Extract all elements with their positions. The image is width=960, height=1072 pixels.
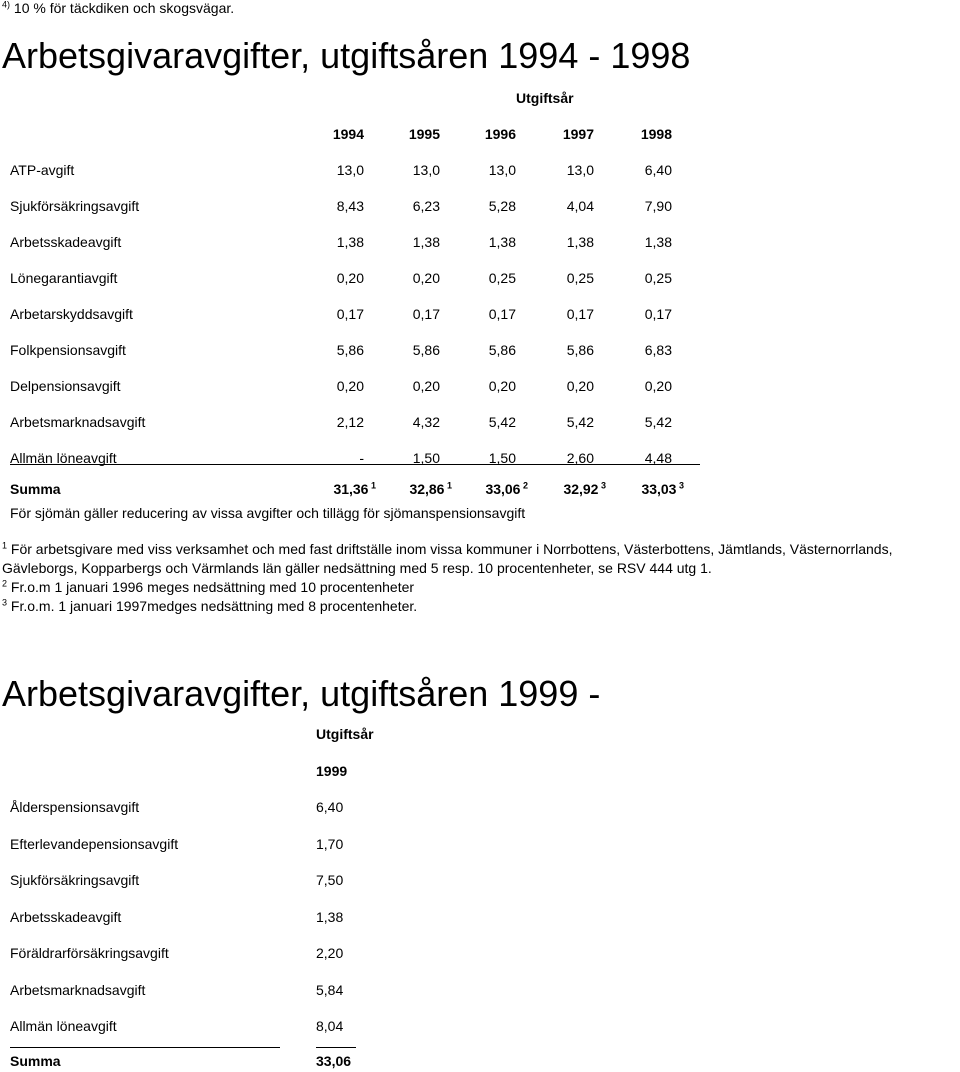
cell-value: 6,40 [316, 799, 344, 815]
cell-value: 0,20 [336, 270, 364, 286]
cell-value: 5,86 [412, 342, 440, 358]
cell-value: 0,20 [566, 378, 594, 394]
cell-value: 0,20 [644, 378, 672, 394]
cell-value: 0,17 [566, 306, 594, 322]
cell-value: 0,17 [336, 306, 364, 322]
footnote-text: För arbetsgivare med viss verksamhet och med fast driftställe inom vissa kommuner i Norrbottens, Västerbottens, Jämtlands, Västernorrlands, [7, 541, 893, 557]
cell-value: 1,38 [412, 234, 440, 250]
cell-value: 1,38 [336, 234, 364, 250]
cell-value: 1,70 [316, 836, 344, 852]
row-label: Delpensionsavgift [10, 378, 121, 394]
cell-value: 7,90 [644, 198, 672, 214]
cell-value: 13,0 [336, 162, 364, 178]
footnote-line [2, 541, 892, 557]
sum-number: 33,06 [485, 481, 521, 497]
cell-value: 13,0 [412, 162, 440, 178]
cell-value: 1,50 [412, 450, 440, 466]
sum-value: 33,06 [316, 1053, 352, 1069]
seaman-note: För sjömän gäller reducering av vissa avgifter och tillägg för sjömanspensionsavgift [10, 505, 526, 521]
sum-note-marker: 1 [444, 480, 452, 491]
section2-title: Arbetsgivaravgifter, utgiftsåren 1999 - [2, 673, 601, 714]
cell-value: 5,86 [336, 342, 364, 358]
cell-value: 4,04 [566, 198, 594, 214]
footnote-line [2, 560, 712, 576]
sum-number: 31,36 [333, 481, 369, 497]
footnote-marker: 3 [2, 597, 8, 608]
sum-note-marker: 3 [676, 480, 684, 491]
cell-value: 0,17 [644, 306, 672, 322]
row-label: Ålderspensionsavgift [10, 799, 140, 815]
cell-value: 6,40 [644, 162, 672, 178]
cell-value: 0,20 [488, 378, 516, 394]
sum-label: Summa [10, 481, 61, 497]
cell-value: 1,38 [316, 909, 344, 925]
top-note-text: 10 % för täckdiken och skogsvägar. [13, 0, 235, 16]
cell-value: 0,25 [566, 270, 594, 286]
cell-value: 1,38 [566, 234, 594, 250]
year-header: 1995 [408, 126, 440, 142]
top-note-marker: 4) [2, 0, 11, 10]
cell-value: 5,86 [488, 342, 516, 358]
cell-value: 0,20 [412, 378, 440, 394]
sum-note-marker: 3 [598, 480, 606, 491]
cell-value: 0,17 [488, 306, 516, 322]
sum-value [446, 481, 528, 497]
row-label: Arbetsskadeavgift [10, 909, 122, 925]
row-label: Efterlevandepensionsavgift [10, 836, 179, 852]
section1-group-header: Utgiftsår [516, 90, 574, 106]
row-label: Folkpensionsavgift [10, 342, 126, 358]
cell-value: 2,20 [316, 945, 344, 961]
cell-value: 2,12 [336, 414, 364, 430]
cell-value: 5,28 [488, 198, 516, 214]
sum-number: 33,03 [641, 481, 677, 497]
footnote-text: Fr.o.m. 1 januari 1997medges nedsättning med 8 procentenheter. [7, 598, 418, 614]
section2-label-rule [10, 1047, 280, 1048]
sum-note-marker: 2 [520, 480, 528, 491]
cell-value: 1,38 [644, 234, 672, 250]
section1-title: Arbetsgivaravgifter, utgiftsåren 1994 - 1998 [2, 35, 691, 76]
row-label: Arbetsmarknadsavgift [10, 414, 146, 430]
cell-value: 0,17 [412, 306, 440, 322]
cell-value: 0,25 [644, 270, 672, 286]
row-label: Arbetsmarknadsavgift [10, 982, 146, 998]
cell-value: 4,32 [412, 414, 440, 430]
row-label: Allmän löneavgift [10, 1018, 117, 1034]
cell-value: 0,25 [488, 270, 516, 286]
row-label: Sjukförsäkringsavgift [10, 198, 140, 214]
footnote-marker: 1 [2, 540, 8, 551]
footnote-line [2, 598, 417, 614]
footnote-text: Fr.o.m 1 januari 1996 meges nedsättning med 10 procentenheter [7, 579, 415, 595]
section2-year-header: 1999 [316, 763, 348, 779]
section2-group-header: Utgiftsår [316, 726, 374, 742]
section1-sum-rule [10, 464, 700, 465]
cell-value: 1,38 [488, 234, 516, 250]
cell-value: 1,50 [488, 450, 516, 466]
cell-value: - [359, 450, 364, 466]
cell-value: 8,43 [336, 198, 364, 214]
cell-value: 5,42 [644, 414, 672, 430]
cell-value: 7,50 [316, 872, 344, 888]
sum-value [370, 481, 452, 497]
cell-value: 0,20 [412, 270, 440, 286]
top-note [2, 0, 234, 16]
row-label: Arbetsskadeavgift [10, 234, 122, 250]
sum-note-marker: 1 [368, 480, 376, 491]
cell-value: 4,48 [644, 450, 672, 466]
cell-value: 8,04 [316, 1018, 344, 1034]
footnote-text: Gävleborgs, Kopparbergs och Värmlands län gäller nedsättning med 5 resp. 10 procentenheter, se RSV 444 utg 1. [2, 560, 712, 576]
row-label: Föräldrarförsäkringsavgift [10, 945, 169, 961]
footnote-line [2, 579, 414, 595]
row-label: ATP-avgift [10, 162, 75, 178]
cell-value: 6,83 [644, 342, 672, 358]
row-label: Arbetarskyddsavgift [10, 306, 133, 322]
sum-number: 32,86 [409, 481, 445, 497]
section2-value-rule [316, 1047, 356, 1048]
sum-value [294, 481, 376, 497]
sum-value [602, 481, 684, 497]
sum-label: Summa [10, 1053, 61, 1069]
row-label: Allmän löneavgift [10, 450, 117, 466]
cell-value: 13,0 [488, 162, 516, 178]
sum-number: 32,92 [563, 481, 599, 497]
sum-value [524, 481, 606, 497]
cell-value: 5,42 [566, 414, 594, 430]
row-label: Lönegarantiavgift [10, 270, 118, 286]
cell-value: 2,60 [566, 450, 594, 466]
row-label: Sjukförsäkringsavgift [10, 872, 140, 888]
cell-value: 5,86 [566, 342, 594, 358]
cell-value: 6,23 [412, 198, 440, 214]
cell-value: 5,42 [488, 414, 516, 430]
year-header: 1994 [332, 126, 364, 142]
cell-value: 0,20 [336, 378, 364, 394]
year-header: 1997 [562, 126, 594, 142]
year-header: 1996 [484, 126, 516, 142]
cell-value: 5,84 [316, 982, 344, 998]
footnote-marker: 2 [2, 578, 8, 589]
year-header: 1998 [640, 126, 672, 142]
cell-value: 13,0 [566, 162, 594, 178]
